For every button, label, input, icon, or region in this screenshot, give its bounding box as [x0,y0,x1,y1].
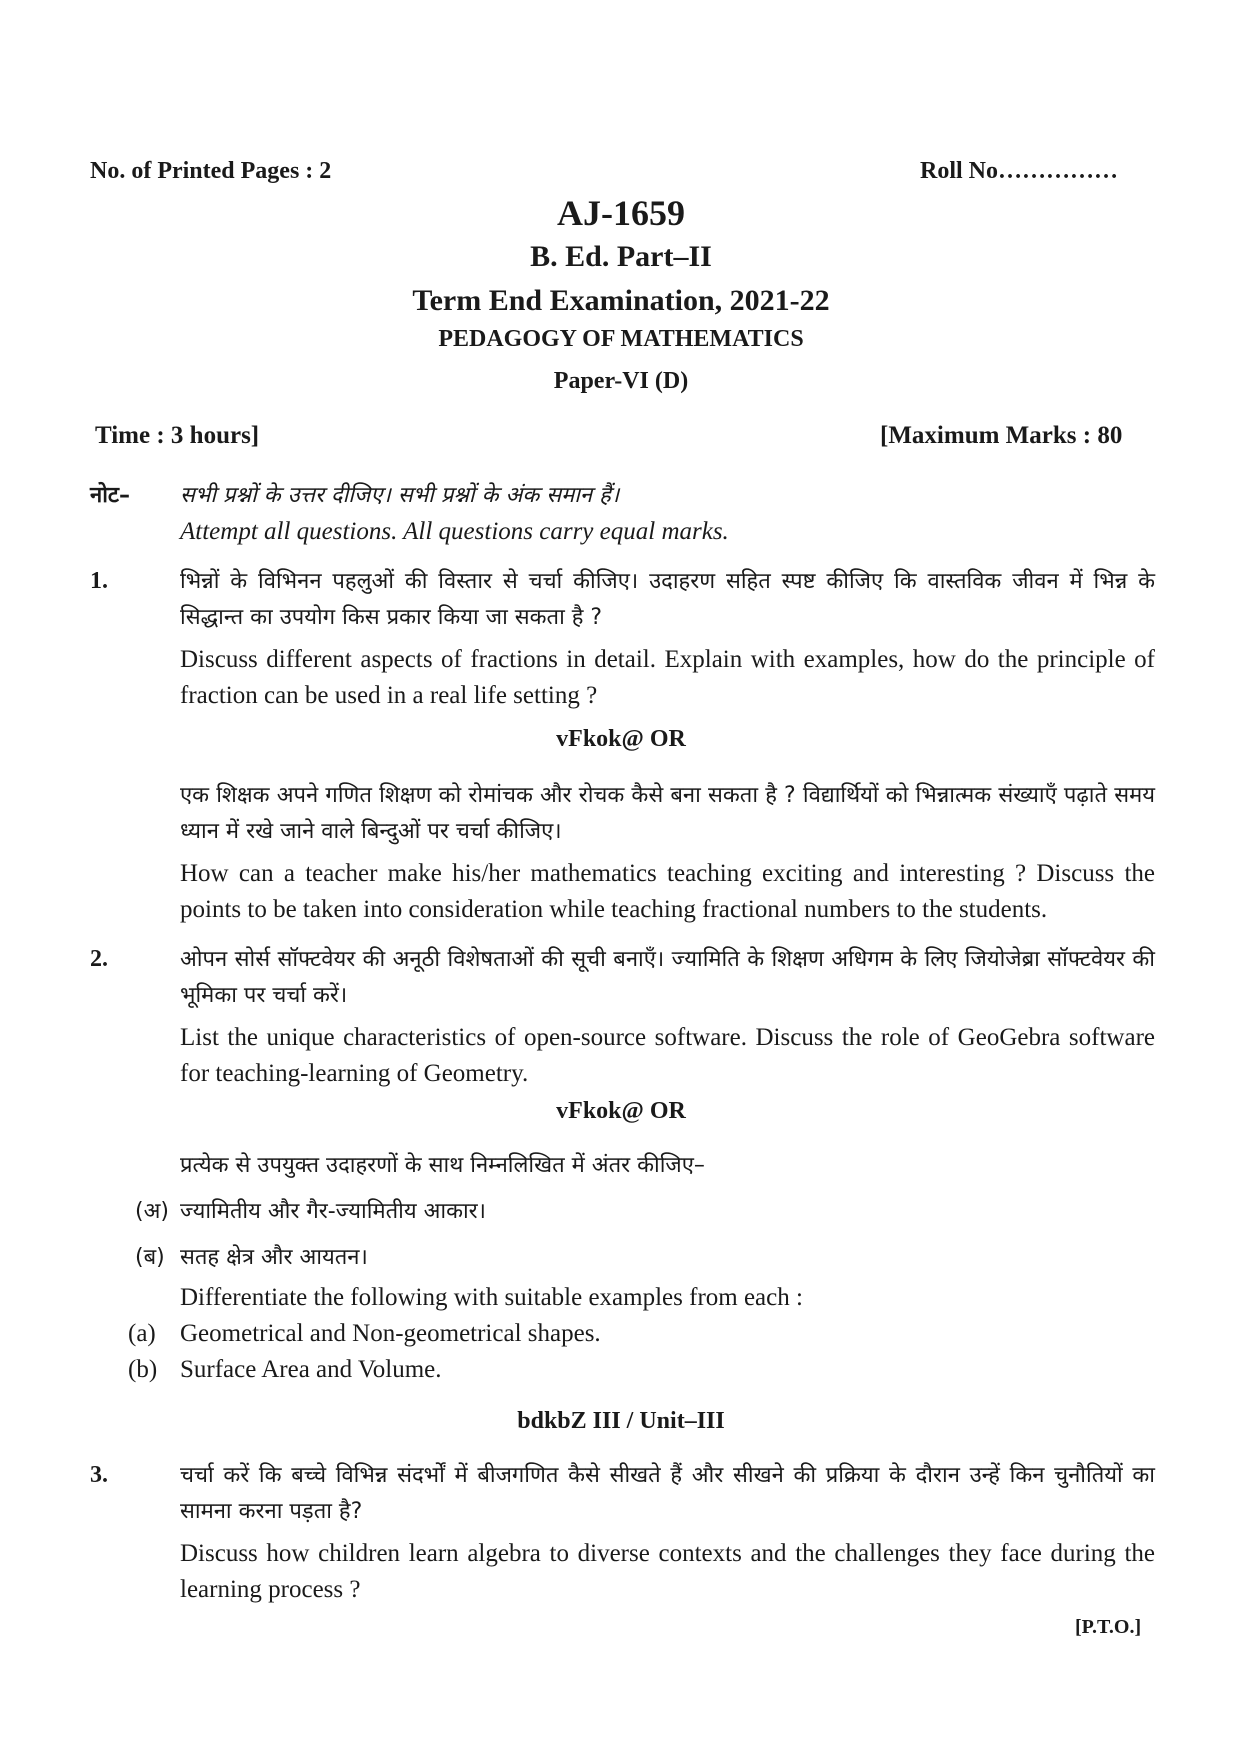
note-hindi: सभी प्रश्नों के उत्तर दीजिए। सभी प्रश्नों के अंक समान हैं। [180,483,620,508]
question-1-alt-hindi: एक शिक्षक अपने गणित शिक्षण को रोमांचक और रोचक कैसे बना सकता है ? विद्यार्थियों को भिन्नात्मक संख्याएँ पढ़ाते समय ध्यान में रखे जाने वाले बिन्दुओं पर चर्चा कीजिए। [180,783,1155,844]
paper-code: AJ-1659 [557,193,685,233]
question-1-hindi: भिन्नों के विभिनन पहलुओं की विस्तार से चर्चा कीजिए। उदाहरण सहित स्पष्ट कीजिए कि वास्तविक जीवन में भिन्न के सिद्धान्त का उपयोग किस प्रकार किया जा सकता है ? [180,569,1155,630]
question-2-hindi: ओपन सोर्स सॉफ्टवेयर की अनूठी विशेषताओं की सूची बनाएँ। ज्यामिति के शिक्षण अधिगम के लिए जियोजेब्रा सॉफ्टवेयर की भूमिका पर चर्चा करें। [180,947,1155,1008]
course-title: B. Ed. Part–II [530,240,712,273]
question-3-hindi: चर्चा करें कि बच्चे विभिन्न संदर्भों में बीजगणित कैसे सीखते हैं और सीखने की प्रक्रिया के दौरान उन्हें किन चुनौतियों का सामना करना पड़ता है? [180,1463,1155,1524]
sub-label: (ब) [135,1245,165,1270]
roll-no: Roll No…………… [920,158,1118,184]
sub-label: (अ) [135,1199,169,1224]
question-2-alt-hindi: प्रत्येक से उपयुक्त उदाहरणों के साथ निम्नलिखित में अंतर कीजिए– [180,1153,705,1178]
sub-label: (b) [128,1356,158,1383]
question-2-english: List the unique characteristics of open-source software. Discuss the role of GeoGebra software for teaching-learning of Geometry. [180,1024,1155,1087]
subject-title: PEDAGOGY OF MATHEMATICS [438,326,804,352]
question-1-alt-english: How can a teacher make his/her mathematics teaching exciting and interesting ? Discuss the points to be taken into consideration while teaching fractional numbers to the students. [180,860,1155,923]
pto-label: [P.T.O.] [1075,1616,1142,1638]
question-2-alt-hindi-a: ज्यामितीय और गैर-ज्यामितीय आकार। [180,1199,487,1224]
question-3-english: Discuss how children learn algebra to diverse contexts and the challenges they face during the learning process ? [180,1540,1155,1603]
or-separator: vFkok@ OR [556,726,686,752]
question-2-alt-english: Differentiate the following with suitable examples from each : [180,1284,803,1311]
question-2-alt-hindi-b: सतह क्षेत्र और आयतन। [180,1245,368,1270]
note-english: Attempt all questions. All questions carry equal marks. [180,518,729,545]
sub-label: (a) [128,1320,156,1347]
unit-heading: bdkbZ III / Unit–III [517,1408,725,1434]
note-label: नोट– [90,483,130,508]
question-number: 3. [90,1462,108,1488]
question-number: 1. [90,568,108,594]
exam-title: Term End Examination, 2021-22 [412,284,830,317]
question-1-english: Discuss different aspects of fractions in detail. Explain with examples, how do the principle of fraction can be used in a real life setting ? [180,646,1155,709]
paper-number: Paper-VI (D) [553,368,689,394]
printed-pages: No. of Printed Pages : 2 [90,158,332,184]
maximum-marks: [Maximum Marks : 80 [880,422,1123,449]
question-2-alt-english-a: Geometrical and Non-geometrical shapes. [180,1320,601,1347]
or-separator: vFkok@ OR [556,1098,686,1124]
question-2-alt-english-b: Surface Area and Volume. [180,1356,442,1383]
question-number: 2. [90,946,108,972]
time-allowed: Time : 3 hours] [95,422,260,449]
